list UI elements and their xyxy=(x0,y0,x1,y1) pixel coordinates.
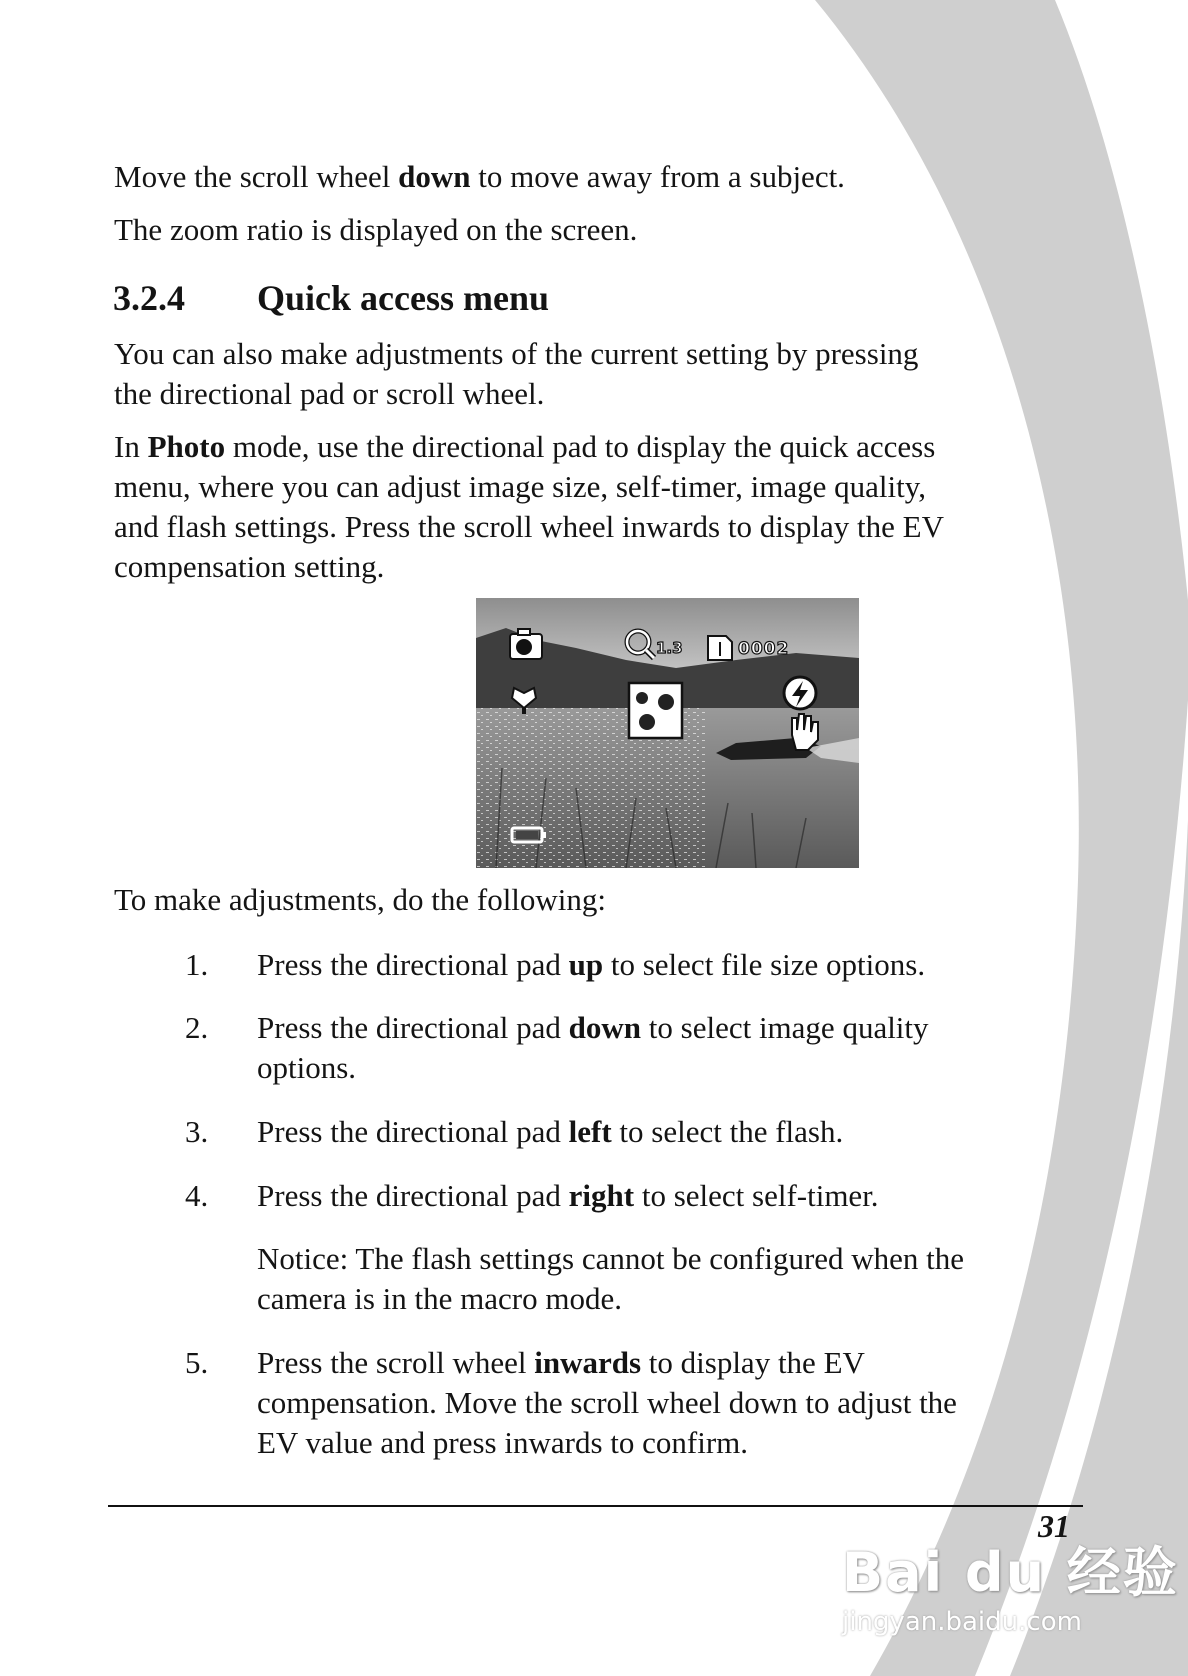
image-quality-icon xyxy=(629,683,682,738)
notice-text: Notice: The flash settings cannot be configured when the camera is in the macro mode. xyxy=(257,1241,965,1316)
step-3-number: 3. xyxy=(185,1114,209,1149)
camera-lcd-photo xyxy=(476,598,859,868)
paragraph-photo-mode: In Photo mode, use the directional pad to display the quick access menu, where you can adjust image size, self-timer, image quality, and flash settings. Press the scroll wheel inwards to display the EV compensation setting. xyxy=(114,429,944,584)
baidu-watermark xyxy=(842,1530,1179,1637)
step-5-number: 5. xyxy=(185,1345,209,1380)
watermark-brand: Bai du 经验 xyxy=(842,1541,1179,1604)
footer-rule xyxy=(108,1505,1083,1507)
flash-icon xyxy=(784,677,816,709)
watermark-url: jingyan.baidu.com xyxy=(842,1607,1082,1637)
step-4-number: 4. xyxy=(185,1178,209,1213)
step-2-number: 2. xyxy=(185,1010,209,1045)
zoom-ratio-readout: 1.3 xyxy=(656,639,683,657)
step-1-number: 1. xyxy=(185,947,209,982)
step-3-text: Press the directional pad left to select the flash. xyxy=(257,1114,844,1149)
camera-mode-icon xyxy=(510,629,542,659)
paragraph-intro: You can also make adjustments of the current setting by pressing the directional pad or scroll wheel. xyxy=(114,336,919,411)
memory-card-icon xyxy=(708,636,732,660)
section-number: 3.2.4 xyxy=(113,278,185,318)
paragraph-zoom-ratio: The zoom ratio is displayed on the screen. xyxy=(114,212,638,247)
page-number: 31 xyxy=(1038,1508,1070,1544)
step-1-text: Press the directional pad up to select file size options. xyxy=(257,947,926,982)
step-4-text: Press the directional pad right to select self-timer. xyxy=(257,1178,879,1213)
paragraph-adjust-intro: To make adjustments, do the following: xyxy=(114,882,607,917)
paragraph-zoom-down: Move the scroll wheel down to move away from a subject. xyxy=(114,159,845,194)
shots-remaining-count: 0002 xyxy=(738,639,790,659)
section-title: Quick access menu xyxy=(257,278,549,318)
step-5-text: Press the scroll wheel inwards to display the EV compensation. Move the scroll wheel down to adjust the EV value and press inwards to confirm. xyxy=(257,1345,957,1460)
step-2-text: Press the directional pad down to select image quality options. xyxy=(257,1010,929,1085)
